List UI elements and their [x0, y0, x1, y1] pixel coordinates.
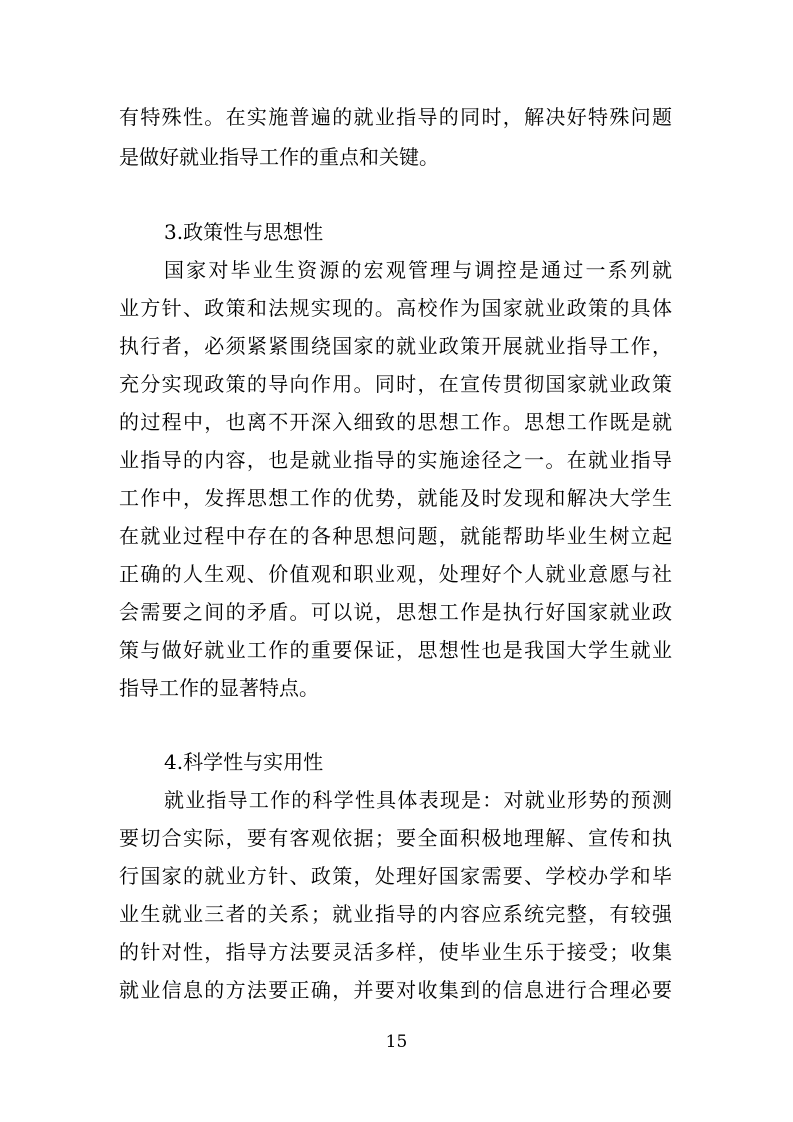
text-line: 国家对毕业生资源的宏观管理与调控是通过一系列就: [164, 258, 672, 282]
text-line: 执行者，必须紧紧围绕国家的就业政策开展就业指导工作，: [119, 334, 672, 358]
text-line: 指导工作的显著特点。: [119, 676, 319, 700]
text-line: 业方针、政策和法规实现的。高校作为国家就业政策的具体: [119, 296, 672, 320]
section-heading-4: 4.科学性与实用性: [164, 750, 324, 774]
text-line: 有特殊性。在实施普遍的就业指导的同时，解决好特殊问题: [119, 105, 672, 129]
text-line: 就业指导工作的科学性具体表现是：对就业形势的预测: [164, 788, 672, 812]
text-line: 正确的人生观、价值观和职业观，处理好个人就业意愿与社: [119, 562, 672, 586]
text-line: 要切合实际，要有客观依据；要全面积极地理解、宣传和执: [119, 826, 672, 850]
text-line: 就业信息的方法要正确，并要对收集到的信息进行合理必要: [119, 978, 672, 1002]
text-line: 充分实现政策的导向作用。同时，在宣传贯彻国家就业政策: [119, 372, 672, 396]
text-line: 业指导的内容，也是就业指导的实施途径之一。在就业指导: [119, 448, 672, 472]
section-heading-3: 3.政策性与思想性: [164, 220, 324, 244]
page-number: 15: [385, 1032, 408, 1052]
text-line: 工作中，发挥思想工作的优势，就能及时发现和解决大学生: [119, 486, 672, 510]
text-line: 的针对性，指导方法要灵活多样，使毕业生乐于接受；收集: [119, 940, 672, 964]
text-line: 行国家的就业方针、政策，处理好国家需要、学校办学和毕: [119, 864, 672, 888]
text-line: 业生就业三者的关系；就业指导的内容应系统完整，有较强: [119, 902, 672, 926]
text-line: 的过程中，也离不开深入细致的思想工作。思想工作既是就: [119, 410, 672, 434]
text-line: 策与做好就业工作的重要保证，思想性也是我国大学生就业: [119, 638, 672, 662]
text-line: 是做好就业指导工作的重点和关键。: [119, 145, 439, 169]
text-line: 会需要之间的矛盾。可以说，思想工作是执行好国家就业政: [119, 600, 672, 624]
text-line: 在就业过程中存在的各种思想问题，就能帮助毕业生树立起: [119, 524, 672, 548]
